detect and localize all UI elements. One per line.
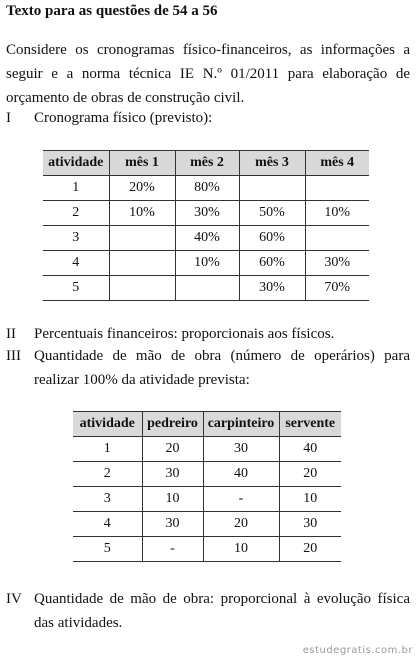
table-cell: 60% [239,251,305,276]
table-cell [109,251,175,276]
table-cell: 1 [73,437,142,462]
table-cell: 10% [175,251,239,276]
item-iii-text: Quantidade de mão de obra (número de operários) para realizar 100% da atividade prevista: [34,348,410,388]
item-ii-number: II [6,326,16,342]
item-iv-number: IV [6,591,22,607]
table-cell [109,276,175,301]
table-cell: 4 [43,251,109,276]
table-cell: 4 [73,512,142,537]
table-cell: 5 [73,537,142,562]
table-header-row [73,412,341,437]
table-cell: 10% [305,201,369,226]
table-cell: 30 [279,512,341,537]
table-cell: 10% [109,201,175,226]
table-row [73,487,341,512]
table-cell: 3 [73,487,142,512]
table-cell: 2 [73,462,142,487]
table-cell: 40 [279,437,341,462]
physical-schedule-table [43,150,369,301]
table-row [43,201,369,226]
table-cell: 60% [239,226,305,251]
table-cell: 30 [142,512,203,537]
watermark: estudegratis.com.br [302,645,413,656]
table-cell: 20% [109,176,175,201]
table-row [73,437,341,462]
table-cell: 70% [305,276,369,301]
table-row [73,537,341,562]
table-cell [305,226,369,251]
labor-quantity-table [73,411,341,562]
table-cell [109,226,175,251]
table-cell [175,276,239,301]
table-cell: 20 [142,437,203,462]
table-cell: 3 [43,226,109,251]
column-header: atividade [73,412,142,437]
table-cell: 10 [142,487,203,512]
table-cell: 40% [175,226,239,251]
table-row [43,226,369,251]
table-cell: 30 [203,437,279,462]
table-cell: - [203,487,279,512]
column-header: carpinteiro [203,412,279,437]
table-cell: 20 [203,512,279,537]
table-cell: 30% [239,276,305,301]
table-cell: 1 [43,176,109,201]
item-iii-number: III [6,348,21,364]
item-ii-text: Percentuais financeiros: proporcionais aos físicos. [34,326,335,342]
table-cell: 20 [279,537,341,562]
table-cell: 30% [175,201,239,226]
column-header: mês 2 [175,151,239,176]
table-cell: 10 [203,537,279,562]
table-row [73,512,341,537]
table-cell: 2 [43,201,109,226]
table-cell [239,176,305,201]
table-row [43,251,369,276]
section-title: Texto para as questões de 54 a 56 [6,3,218,19]
column-header: mês 3 [239,151,305,176]
column-header: atividade [43,151,109,176]
table-cell [305,176,369,201]
table-cell: 30% [305,251,369,276]
table-row [43,176,369,201]
column-header: servente [279,412,341,437]
intro-paragraph: Considere os cronogramas físico-financeiros, as informações a seguir e a norma técnica IE N.º 01/2011 para elaboração de orçamento de obras de construção civil. [6,42,410,106]
table-cell: 10 [279,487,341,512]
column-header: pedreiro [142,412,203,437]
table-cell: 5 [43,276,109,301]
item-iv-text: Quantidade de mão de obra: proporcional à evolução física das atividades. [34,591,410,631]
column-header: mês 4 [305,151,369,176]
column-header: mês 1 [109,151,175,176]
table-cell: 20 [279,462,341,487]
table-cell: 40 [203,462,279,487]
table-row [73,462,341,487]
table-header-row [43,151,369,176]
table-cell: 80% [175,176,239,201]
item-i-number: I [6,110,11,126]
item-i-text: Cronograma físico (previsto): [34,110,213,126]
table-cell: 50% [239,201,305,226]
table-row [43,276,369,301]
table-cell: - [142,537,203,562]
table-cell: 30 [142,462,203,487]
